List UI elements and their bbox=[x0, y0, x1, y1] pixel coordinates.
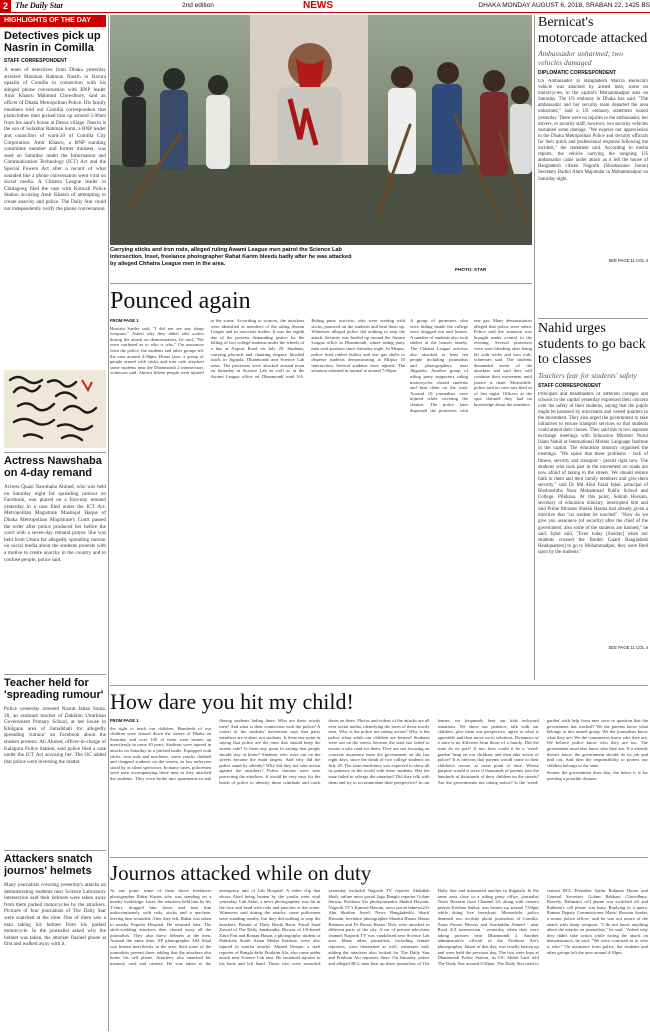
highlight-story-2 bbox=[4, 456, 106, 671]
divider-how-top bbox=[110, 685, 648, 686]
nahid-jump: SEE PAGE 11 COL 4 bbox=[608, 644, 648, 650]
highlights-banner bbox=[0, 15, 106, 27]
bernicat-jump: SEE PAGE 11 COL 4 bbox=[608, 258, 648, 263]
dateline: DHAKA MONDAY AUGUST 6, 2018, SRABAN 22, 1425 BS bbox=[478, 2, 650, 9]
highlight-byline-1: STAFF CORRESPONDENT bbox=[4, 58, 67, 65]
pounced-dateline: FROM PAGE 1 bbox=[110, 318, 139, 323]
highlight-body-2: Actress Quazi Nawshaba Ahmed, who was held on Saturday night for spreading rumour on Facebook, was placed on a four-day remand yesterday in a case filed under the ICT Act. Metropolitan Magistrate Mashiqul Haque of Dhaka Metropolitan Magistrate's Court passed the order after police produced her before the court with a seven-day remand prayer. She was held from Uttara for allegedly spreading rumour on social media about the students protests with a motive to create anarchy in the country and to confuse people, police said. bbox=[4, 484, 106, 563]
how-headline: How dare you hit my child! bbox=[110, 689, 354, 714]
how-closing: Sooner the government does that, the better it is for averting a possible disaster. bbox=[546, 770, 648, 781]
photo-caption: Carrying sticks and iron rods, alleged ruling Awami League men patrol the Science Lab intersection. Inset, freelance photographer Rahat Karim bleeds badly after he was attacked by alleged Chhatra League men in the area. bbox=[110, 247, 352, 267]
pounced-headline: Pounced again bbox=[110, 288, 251, 314]
highlight-story-3 bbox=[4, 678, 106, 848]
nahid-story bbox=[538, 321, 648, 681]
journos-headline: Journos attacked while on duty bbox=[110, 861, 372, 885]
protest-placard-photo bbox=[4, 370, 106, 448]
divider-pounced-top bbox=[110, 283, 532, 284]
highlights-banner-text: HIGHLIGHTS OF THE DAY bbox=[4, 17, 91, 24]
bernicat-headline: Bernicat's motorcade attacked bbox=[538, 15, 648, 46]
bernicat-body: US Ambassador to Bangladesh Marcia Bernicat's vehicle was attacked by armed men, some on motorcycles, in the capital's Mohammadpur area on Saturday. The US embassy in Dhaka has said. "The ambassador and her security team departed the area unharmed," said a US embassy statement issued yesterday. There were no injuries to the ambassador, her drivers, or security staff, however, two security vehicles sustained some damage. "We express our appreciation to the Dhaka Metropolitan Police and security officials for their quick and professional response following the incident," the statement said. According to media reports, the vehicle carrying the outgoing US ambassador came under attack as it left the house of Bangladesh citizen Nagorik (Shushasoner Jonno) Secretary Badiul Alam Majumdar in Mohammadpur on Saturday night. bbox=[538, 79, 648, 182]
highlight-body-1: A team of detectives from Dhaka yesterday arrested Mauman Rahman Nasrin in Barura upazila of Comilla in connection with his alleged phone conversation with BNP leader Amir Khasru Mahmud Chowdhury, said an officer of Dhaka Metropolitan Police. His family members told our Comilla correspondent that plainclothes men picked him up around 5:00am from his aunt's house at Deora village. Nasrin is the son of Sulakhar Rahman Sumi, a BNP leader and councillor of ward-20 of Comilla City Corporation. Amir Khasru, a BNP standing committee member and former minister, was sued on Saturday under the Information and Communication Technology (ICT) Act and the Special Powers Act after a record of what sounded like a phone conversation went viral on social media. A Chhatra League leader in Chittagong filed the case with Kotwali Police Station accusing Amir Khasru of attempting to create anarchy and police. The Daily Star could not independently verify the phone conversation. bbox=[4, 67, 106, 212]
highlight-headline-4: Attackers snatch journos' helmets bbox=[4, 854, 93, 877]
nahid-deck: Teachers fear for students' safety bbox=[538, 370, 637, 380]
highlight-body-4: Many journalists covering yesterday's attacks on demonstrating students near Science Laboratory intersection said their helmets were taken away from them parked motorcycles by the attackers. Pictures of four journalists of The Daily Star were snatched at the time. One of them saw a man taking his helmet from his parked motorcycle. In the journalist asked why the helmet was taken, the attacker flashed phone at first and walked away with it. bbox=[4, 882, 106, 948]
edition-label: 2nd edition bbox=[182, 2, 214, 9]
how-body: the right to teach our children. Hundreds of our children were chased down the streets of Dhaka on Saturday and over 100 of them were beaten up mercilessly in some 30 years. Students were injured in attacks on Saturday in a pitched battle. Equipped with sticks, iron rods and machetes, some youths clubbed and chopped students on the streets, as law enforcers stood by as silent spectators. In many cases, policemen were seen accompanying these men as they attacked the students. They even broke into apartments to nab fleeing students hiding there. Who are these rowdy men? And what is their connection with the police? A cohort of the students' movement says that party members are violent, not students. Is there any point in saying that police are the ones that should keep the streets safe? Is there any point in saying that people should stay at home? Students who were out on the streets became the main targets. And why did the police stand by silently? Why did they not take action against the attackers? Police stations were seen protecting the attackers. It would be very easy for the heads of police to identify those criminals and crack down on them. Photos and videos of the attacks are all over social media, identifying the faces of those rowdy men. Why is the police not taking action? Why is the police silent while our children are beaten? Students were out on the streets because the state has failed to ensure a safe road for them. They are not focusing on concrete assurance from the government on the last eight days, since the death of two college students on July 29. The state machinery was expected to show all its patience in the world with these students. Has the state failed to salvage the situation? Did they talk with them and try to accommodate their perspective? In our homes, we frequently hear our kids awkward situations. We show our patience, talk with our children, give them our perspective, agree to what is agreeable and then move on to solutions. Dynamics of a state is no different from those of a family. Did the state do its part? If not, how could it be a 'weed-garden' heap on our children, and then take action of police? It is obvious that parents would come to their children's rescue, at some point of time. Whose purpose would it serve if thousands of parents join the hundreds of thousands of their children on the streets? Are the governments not taking notice? Is the 'weed-garden' with help from new crew to question that the government has worked? We the parents know what belongs to this united group. We the journalists know what they are. We the commoners know who they are. We believe police know who they are too. The government must also know who they are. If it already doesn't know, the government should do its job and find out. And then the responsibility to protect our children belongs to the state. bbox=[110, 718, 648, 785]
divider-right-1 bbox=[538, 318, 648, 319]
highlight-headline-3: Teacher held for 'spreading rumour' bbox=[4, 678, 104, 701]
bernicat-deck: Ambassador unharmed; two vehicles damaged bbox=[538, 49, 624, 67]
nahid-headline: Nahid urges students to go back to classes bbox=[538, 321, 646, 367]
pounced-body-right bbox=[410, 318, 532, 682]
photo-credit: PHOTO: STAR bbox=[455, 267, 487, 272]
page-number: 2 bbox=[2, 1, 8, 11]
divider-left-2 bbox=[4, 674, 106, 675]
highlight-story-4 bbox=[4, 854, 106, 1030]
section-label: NEWS bbox=[303, 0, 333, 11]
main-photo-image bbox=[110, 15, 532, 245]
divider-left-1 bbox=[4, 452, 106, 453]
column-rule-left bbox=[108, 15, 109, 1031]
main-photo bbox=[110, 15, 532, 245]
pounced-body: Hossain Sarder said, "I did not see any sharp weapons." Asked why they didn't take action during the attack on demonstrators, he said, "We were confused as to who is who." On assurance from the police, the students and other groups left the area around 4:30pm. Hours later, a group of people armed with sticks and iron rods attacked some students near the Dhanmondi 2 intersection, witnesses said. Almost fifteen people were injured at the scene. According to sources, the attackers were identified as members of the ruling Awami League and its associate bodies. It was the eighth day of the protests demanding justice for the killing of two college students under the wheels of a bus at Airport Road on July 29. Students, carrying placards and chanting slogans, blocked roads in Jigatala, Dhanmondi and Science Lab areas. The protesters were attacked around noon on Saturday at Science Lab as well as at the Awami League office on Dhanmondi road 3/A. Ruling party activists, who were waiting with sticks, pounced on the students and beat them up. Witnesses alleged police did nothing to stop the attack. Security was beefed up around the Awami League office in Dhanmondi, where ruling party men took position since Saturday night. In Mirpur, police fired rubber bullets and tear gas shells to disperse students demonstrating at Mirpur 10 intersection. Several students were injured. The situation returned to normal at around 7:00pm. bbox=[110, 318, 405, 379]
nahid-body: Principals and headmasters of different colleges and schools in the capital yesterday expressed their concern over the safety of their students, saying that the pupils might be harassed by miscreants and vested quarters in the movement. They also urged the government to take initiatives to ensure transport services so that students could attend their classes. They said this in two separate exchange meetings with Education Minister Nurul Islam Nahid at International Mother Language Institute in the capital. The education ministry organised the meetings. "We opine that these problems - lack of fitness, security and transport - persist right now. The students who took part in the movement on roads are now afraid of taking to the streets. We should restore faith in them and their family members and give them security," said Dr Md Abul Fazal Iqbal, principal of Birshreshtha Noor Mohammad Public School and College, Pilkhana. At this point, Sohrab Hossain, secretary of education ministry, interrupted him and said Prime Minister Sheikh Hasina had already given a directive that "no student be touched". "How do we give you assurance (of security) after the chief of the government, also some of the students are harmed," he said. Iqbal said, "Even today [Sunday] when our students crossed the Border Guard Bangladesh Headquarters] to go to Mohammadpur, they were fired upon by the students." bbox=[538, 391, 648, 555]
placard-image bbox=[4, 370, 106, 448]
column-rule-right bbox=[534, 15, 535, 680]
divider-left-3 bbox=[4, 850, 106, 851]
pounced-body-continued: A group of protesters who were hiding inside the college were dragged out and beaten. A number of students also took shelter at the houses nearby. The Chhatra League activists also attacked at least ten people including journalists and photographers near Jhigatola. Another group of ruling party supporters riding motorcycles chased students and beat them on the road. Around 10 journalists were injured while covering the clashes. The police later dispersed the protesters with tear gas. Many demonstrators alleged that police were silent. Police said the situation was brought under control in the evening. Several protesters were seen bleeding after being hit with sticks and iron rods, witnesses said. The students demanded arrest of the attackers and said they will continue their movement until justice is done. Meanwhile, police said no case was filed as of last night. Officers at the spot claimed they had no knowledge about the attackers. bbox=[410, 318, 532, 413]
page-number-box bbox=[0, 0, 11, 12]
pounced-body-left bbox=[110, 318, 405, 682]
masthead bbox=[0, 0, 650, 13]
how-body-block bbox=[110, 718, 648, 854]
highlight-headline-2: Actress Nawshaba on 4-day remand bbox=[4, 456, 102, 479]
nahid-byline: STAFF CORRESPONDENT bbox=[538, 382, 601, 389]
divider-journos-top bbox=[110, 857, 648, 858]
journos-body-block bbox=[110, 888, 648, 1031]
how-dateline: FROM PAGE 1 bbox=[110, 718, 139, 723]
paper-name: The Daily Star bbox=[15, 1, 64, 10]
bernicat-story bbox=[538, 15, 648, 315]
highlight-headline-1: Detectives pick up Nasrin in Comilla bbox=[4, 31, 101, 54]
highlight-body-3: Police yesterday arrested Nusrat Jahan Sonia, 28, an assistant teacher of Dakkhin Uttarkhan Government Primary School, at her house in Khilgaon area of Jamalkhali for allegedly spreading 'rumour' on Facebook about the student protests. Ali Ahmed, officer-in-charge of Kalaguru Police Station, said police filed a case under the ICT Act accusing her. The OC added that police were investing the matter. bbox=[4, 706, 106, 765]
journos-body: At one point, some of them drove freelancer photographer Rahat Karim who was standing on a nearby footbridge. Later, the attackers held him by his T-shirt, dragged him down and beat him indiscriminately with rods, sticks and a machete, leaving him wounded. After they left, Rahat was taken to nearby Popular Hospital. He returned later. The stick-wielding attackers then chased away all the journalists. They also threw helmets at the men. Around the same time, AP photographer AM Ahad was beaten mercilessly in the area. Said some of the journalists present there, adding that the attackers also broke his cell phone. Attackers also snatched his memory card and camera. He was taken to the emergency unit of Lab Hospital. A video clip that shows Ahad being beaten by the youths went viral yesterday. Lab Aidat, a news photographer, was hit in the face and head with rods and punches at the scene. Witnesses said during the attacks, some policemen were standing nearby, but they did nothing to stop the attackers. Pabash of Daily Bonik Barta, Faisal Saad Zawad of The Daily Janakantha, Biswaz of US-based Zatra Prat and Ranjan Hasan, a photography student of Pathshala South Asian Media Institute, were also injured in similar attacks. Ahmed Deepto, a staff reporter of Bangla daily Prothom Alo, also came under attack near Science Lab area. He sustained injuries to his back and left hand. Those who were assaulted yesterday included Nagorik TV reporter Abdullah Shafi, online news portal Jago Bangla reporter Golam Sarwar, Prothom Alo photojournalist Shahid Hossain, Nagorik TV's Kamrul Hassan, news portal bdnews24's Abu Shufian Jewel, News Bangladesh's Sharif Hossain, freelance photographer Shaokit Hasan, Hasan Rahman and Dr Rawat Hasan. They were attacked in different parts of the city. A car of private television channel Nagorik TV was vandalised near Science Lab area. Many other journalists, including female reporters, were threatened as well, witnesses said, adding the attackers also looked for The Daily Star and Prothom Alo reporters there. On Saturday, police and alleged BCL men beat up three journalists of The Daily Star and mistreated another in Jhigatala. In the same area close to a ruling party office, journalist Tasfir Hossain from Channel 24, along with camera person Krishna Saikat, was beaten up around 7:00pm while doing live broadcast. Meanwhile, police detained two on-duty photo journalists of Comilla. Ziaus Prosen Biswas and Asaduddin Ahmed - near Road 4/A intersection - yesterday when they were taking pictures near Dhanmondi 2. Another administrative official of the Prothom Alo's photographer, Jubair of that day, was cruelly beaten up and were held the previous day. The two were kept at Dhanmondi Police Station, its OC Abdul Latif told The Daily Star around 8:30pm. The Daily Star tried to contact BCL President Saifur Rahman Hosen and General Secretary Golam Rabbani Chowdhury. Bravely, Rahman's cell phone was switched off and Rabbani's cell phone was busy. Replying to a query, Ramna Deputy Commissioner Maruf Hossain Sardar, a senior police officer, said he was not aware of the attack with sharp weapons. "I do not know anything about the attacks on journalists," he said. "Asked why they didn't take action while facing the attack on demonstrators, he said, "We were confused as to who is who." On assurance from police, the students and other groups left the area around 4:30pm. bbox=[110, 888, 648, 966]
bernicat-byline: DIPLOMATIC CORRESPONDENT bbox=[538, 70, 616, 76]
photo-caption-block bbox=[110, 247, 532, 281]
highlight-story-1 bbox=[4, 31, 106, 363]
